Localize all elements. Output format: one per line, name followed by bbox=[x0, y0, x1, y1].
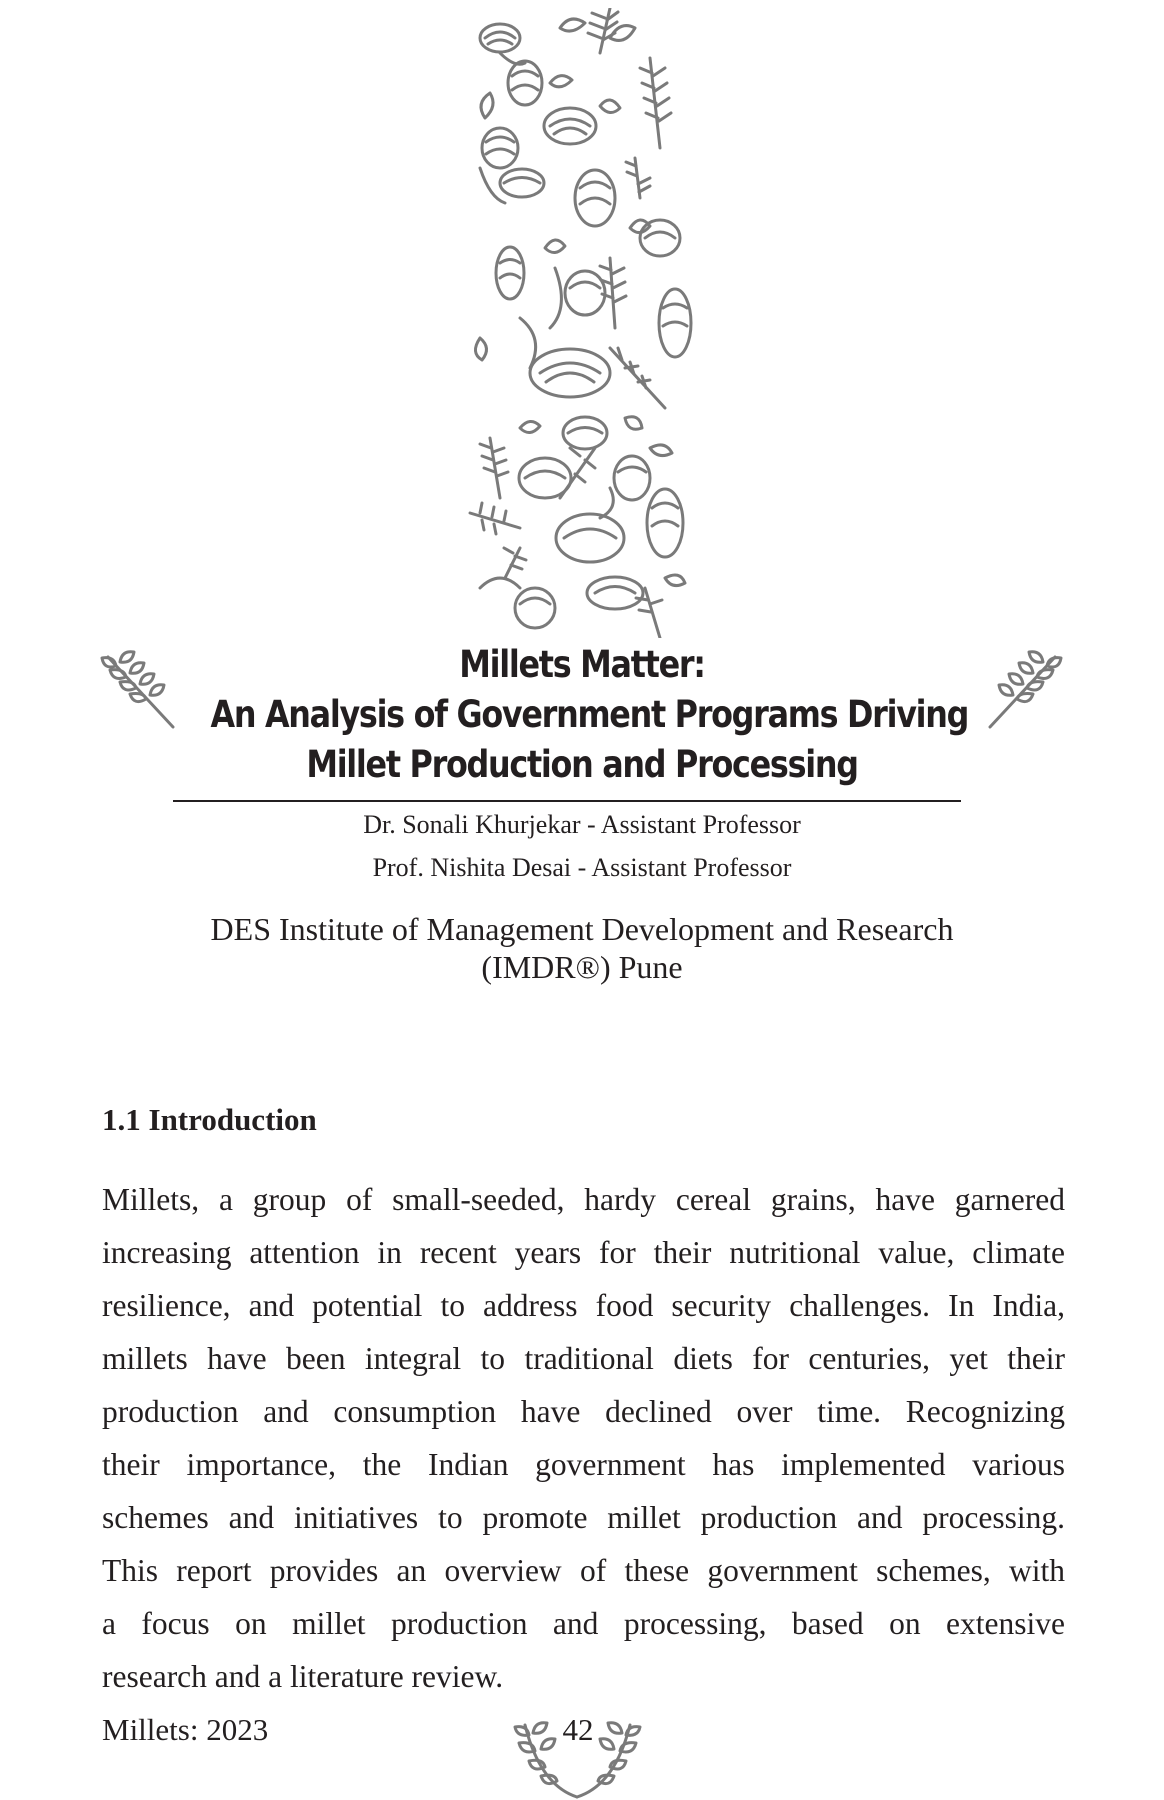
paragraph-line: schemes and initiatives to promote millet production and processing. bbox=[102, 1500, 1065, 1535]
institution: DES Institute of Management Development and Research (IMDR®) Pune bbox=[210, 911, 954, 985]
title-line-3: Millet Production and Processing bbox=[306, 743, 858, 786]
author-2: Prof. Nishita Desai - Assistant Professor bbox=[372, 853, 792, 882]
title-divider bbox=[173, 800, 961, 802]
grain-ornament-icon bbox=[460, 8, 710, 638]
paragraph-line: resilience, and potential to address food security challenges. In India, bbox=[102, 1288, 1065, 1323]
paragraph-line: production and consumption have declined over time. Recognizing bbox=[102, 1394, 1065, 1429]
paragraph-line: their importance, the Indian government has implemented various bbox=[102, 1447, 1065, 1482]
paragraph-line: increasing attention in recent years for their nutritional value, climate bbox=[102, 1235, 1065, 1270]
title-line-2: An Analysis of Government Programs Driving bbox=[210, 693, 969, 736]
section-heading: 1.1 Introduction bbox=[102, 1102, 317, 1137]
paragraph-line: Millets, a group of small-seeded, hardy cereal grains, have garnered bbox=[102, 1182, 1065, 1217]
paragraph-line: a focus on millet production and processing, based on extensive bbox=[102, 1606, 1065, 1641]
page-number: 42 bbox=[562, 1712, 594, 1747]
author-1: Dr. Sonali Khurjekar - Assistant Professor bbox=[363, 810, 801, 839]
paragraph-line: This report provides an overview of these government schemes, with bbox=[102, 1553, 1065, 1588]
article-title bbox=[210, 640, 969, 790]
paragraph-line: research and a literature review. bbox=[102, 1659, 504, 1694]
title-line-1: Millets Matter: bbox=[459, 643, 705, 686]
paragraph-line: millets have been integral to traditional diets for centuries, yet their bbox=[102, 1341, 1065, 1376]
wheat-sprig-right-icon bbox=[985, 642, 1065, 732]
footer-publication: Millets: 2023 bbox=[102, 1712, 269, 1747]
wheat-sprig-left-icon bbox=[98, 642, 178, 732]
intro-paragraph bbox=[102, 1173, 1065, 1703]
